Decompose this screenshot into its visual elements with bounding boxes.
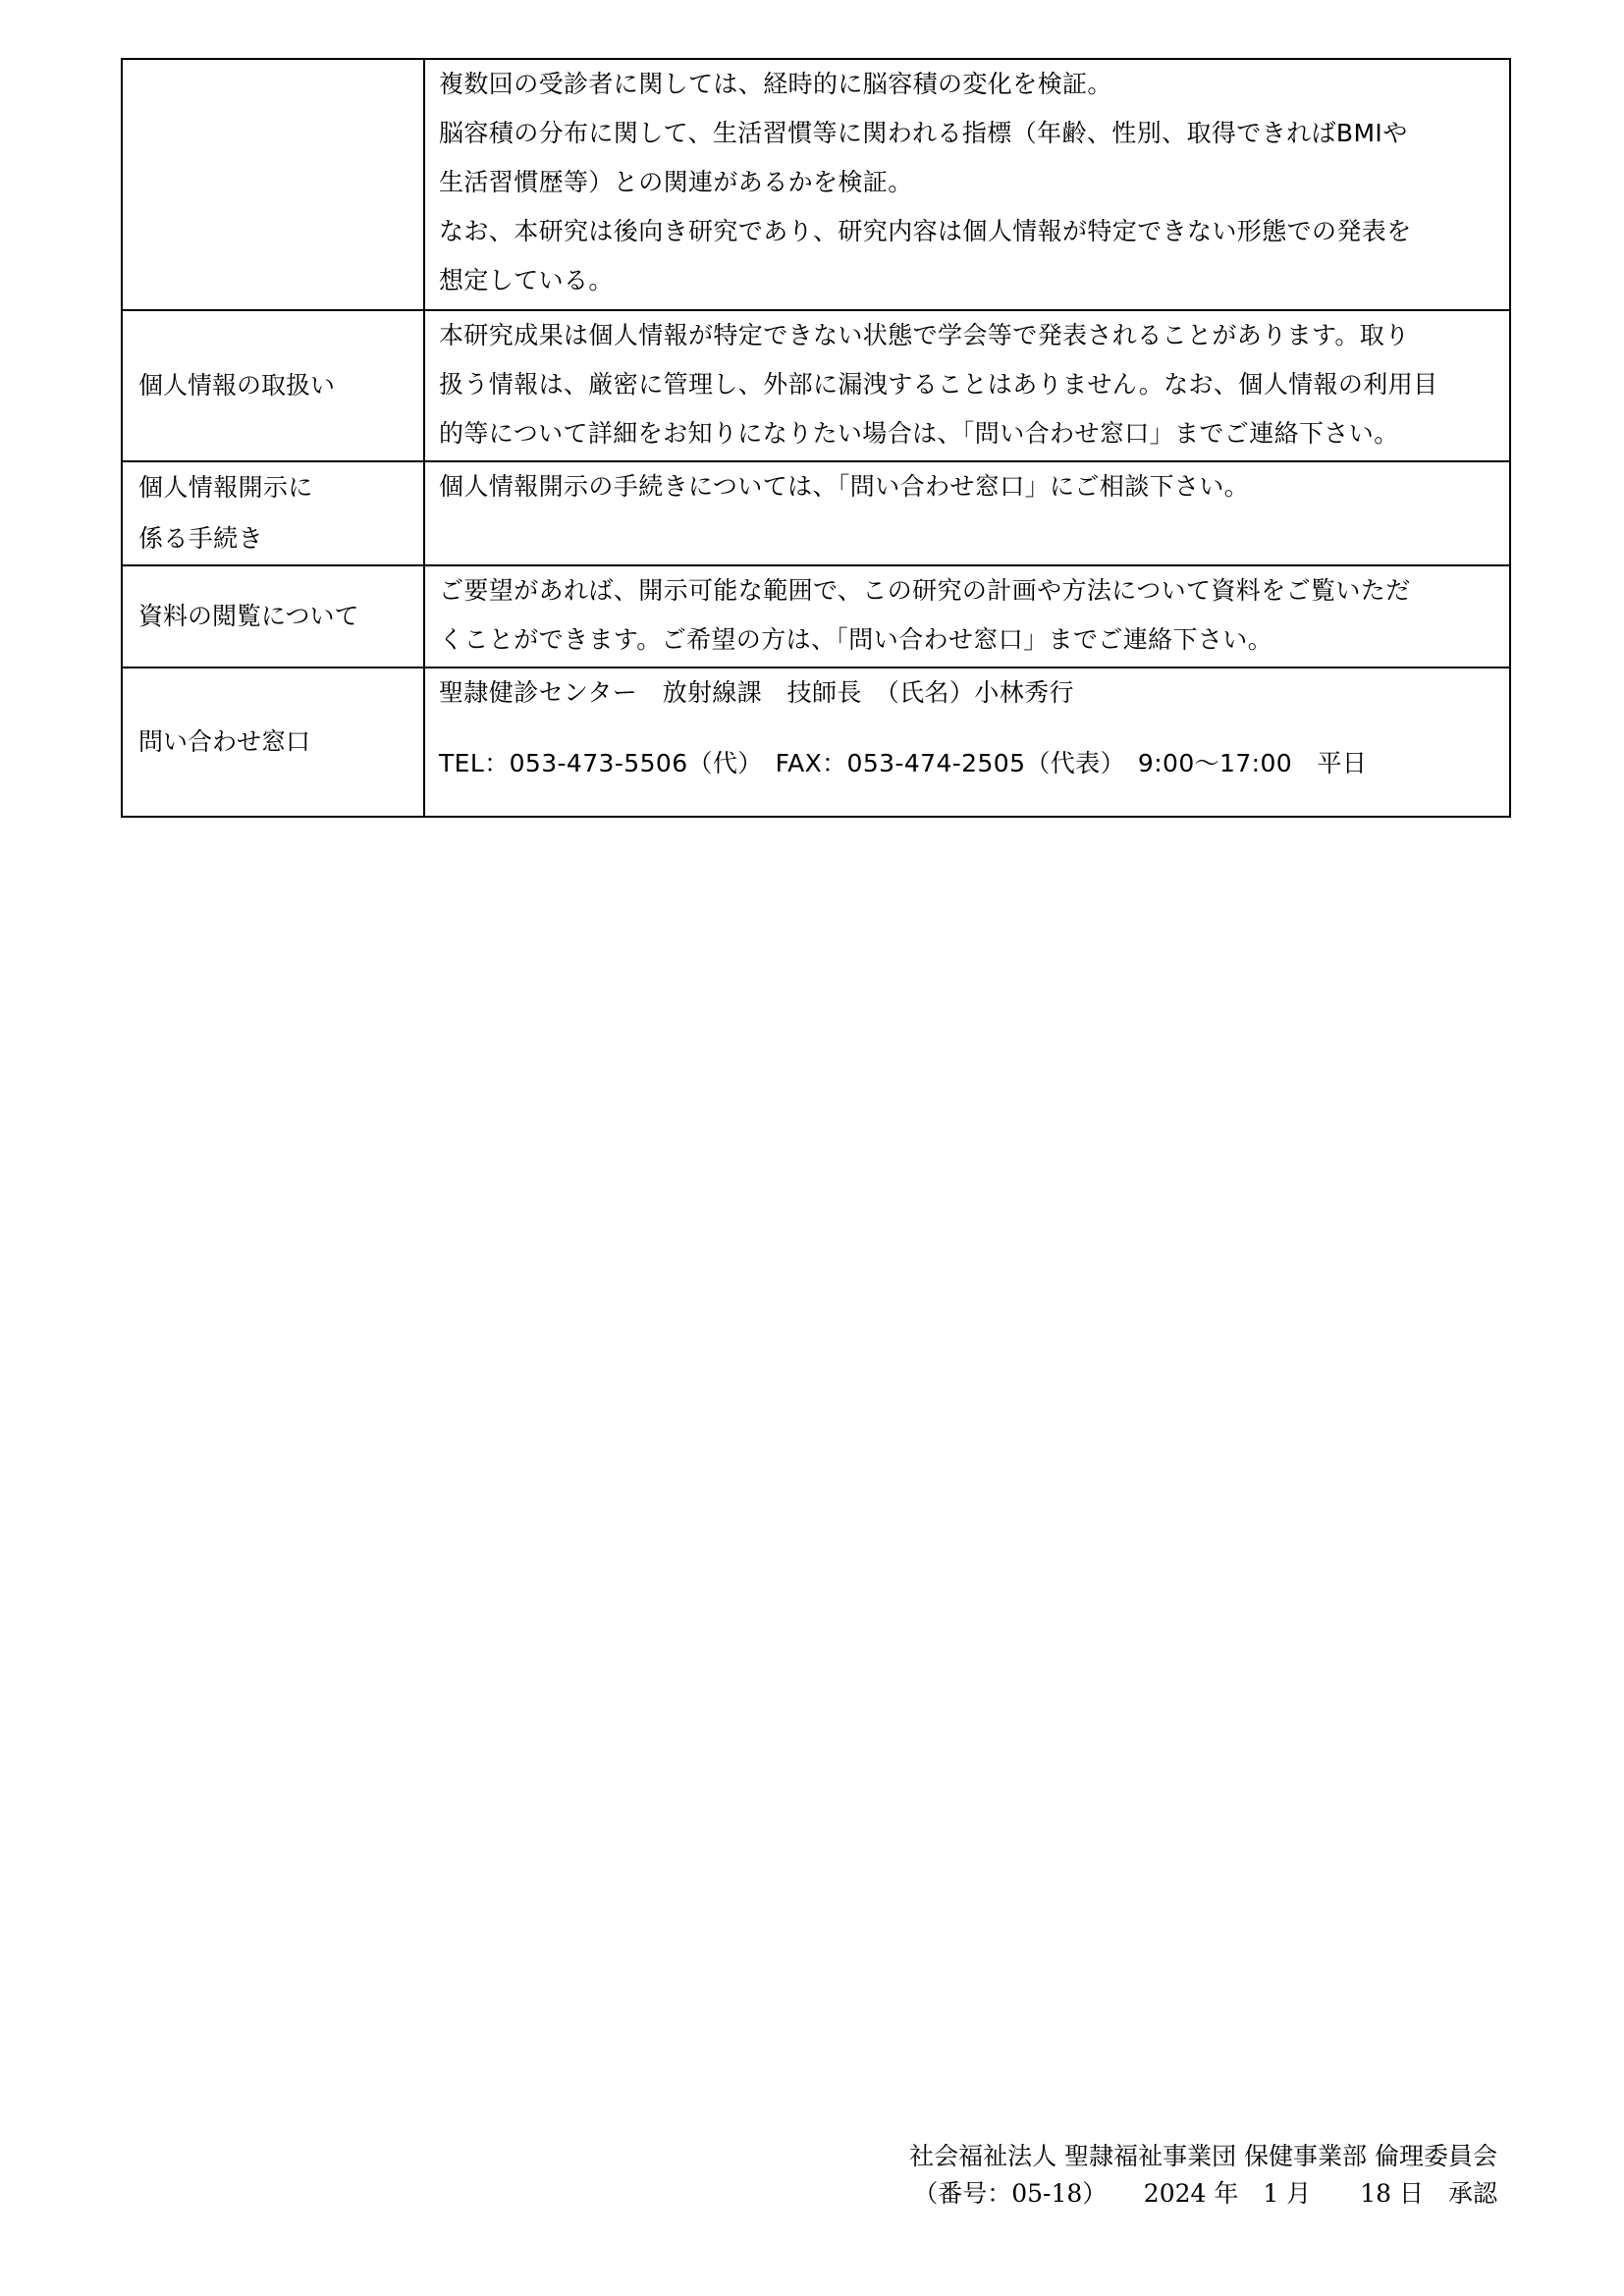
research-info-table — [121, 58, 1511, 818]
row-content — [424, 310, 1510, 461]
label-line: 個人情報開示に — [138, 473, 313, 502]
label-line: 係る手続き — [138, 524, 264, 553]
table-row — [122, 59, 1510, 310]
content-line: くことができます。ご希望の方は、「問い合わせ窓口」までご連絡下さい。 — [439, 625, 1273, 654]
contact-name-line: 聖隷健診センター 放射線課 技師長 （氏名）小林秀行 — [439, 678, 1074, 707]
row-label-personal-info-handling: 個人情報の取扱い — [122, 310, 424, 461]
table-row — [122, 310, 1510, 461]
content-line: なお、本研究は後向き研究であり、研究内容は個人情報が特定できない形態での発表を — [439, 217, 1412, 245]
row-label — [122, 59, 424, 310]
row-label-document-viewing: 資料の閲覧について — [122, 565, 424, 667]
content-line: 的等について詳細をお知りになりたい場合は、「問い合わせ窓口」までご連絡下さい。 — [439, 419, 1399, 448]
approval-line: （番号：05-18） 2024 年 1 月 18 日 承認 — [913, 2179, 1497, 2208]
committee-name: 社会福祉法人 聖隷福祉事業団 保健事業部 倫理委員会 — [909, 2142, 1497, 2170]
content-line: 本研究成果は個人情報が特定できない状態で学会等で発表されることがあります。取り — [439, 321, 1410, 349]
content-line: 扱う情報は、厳密に管理し、外部に漏洩することはありません。なお、個人情報の利用目 — [439, 370, 1438, 399]
row-label-disclosure-procedure — [122, 461, 424, 565]
row-content — [424, 59, 1510, 310]
table-row — [122, 667, 1510, 817]
table-row — [122, 461, 1510, 565]
row-label-contact: 問い合わせ窓口 — [122, 667, 424, 817]
row-content — [424, 667, 1510, 817]
content-line: 脳容積の分布に関して、生活習慣等に関われる指標（年齢、性別、取得できればBMIや — [439, 119, 1408, 147]
content-line: 複数回の受診者に関しては、経時的に脳容積の変化を検証。 — [439, 70, 1112, 98]
content-line: 想定している。 — [439, 266, 614, 294]
row-content — [424, 565, 1510, 667]
content-line: ご要望があれば、開示可能な範囲で、この研究の計画や方法について資料をご覧いただ — [439, 576, 1411, 605]
content-line: 生活習慣歴等）との関連があるかを検証。 — [439, 168, 913, 196]
content-line: 個人情報開示の手続きについては、「問い合わせ窓口」にご相談下さい。 — [439, 472, 1250, 501]
row-content — [424, 461, 1510, 565]
table-row — [122, 565, 1510, 667]
contact-phone-line: TEL：053-473-5506（代） FAX：053-474-2505（代表） 9:00〜17:00 平日 — [439, 749, 1368, 777]
approval-footer — [909, 2138, 1497, 2213]
